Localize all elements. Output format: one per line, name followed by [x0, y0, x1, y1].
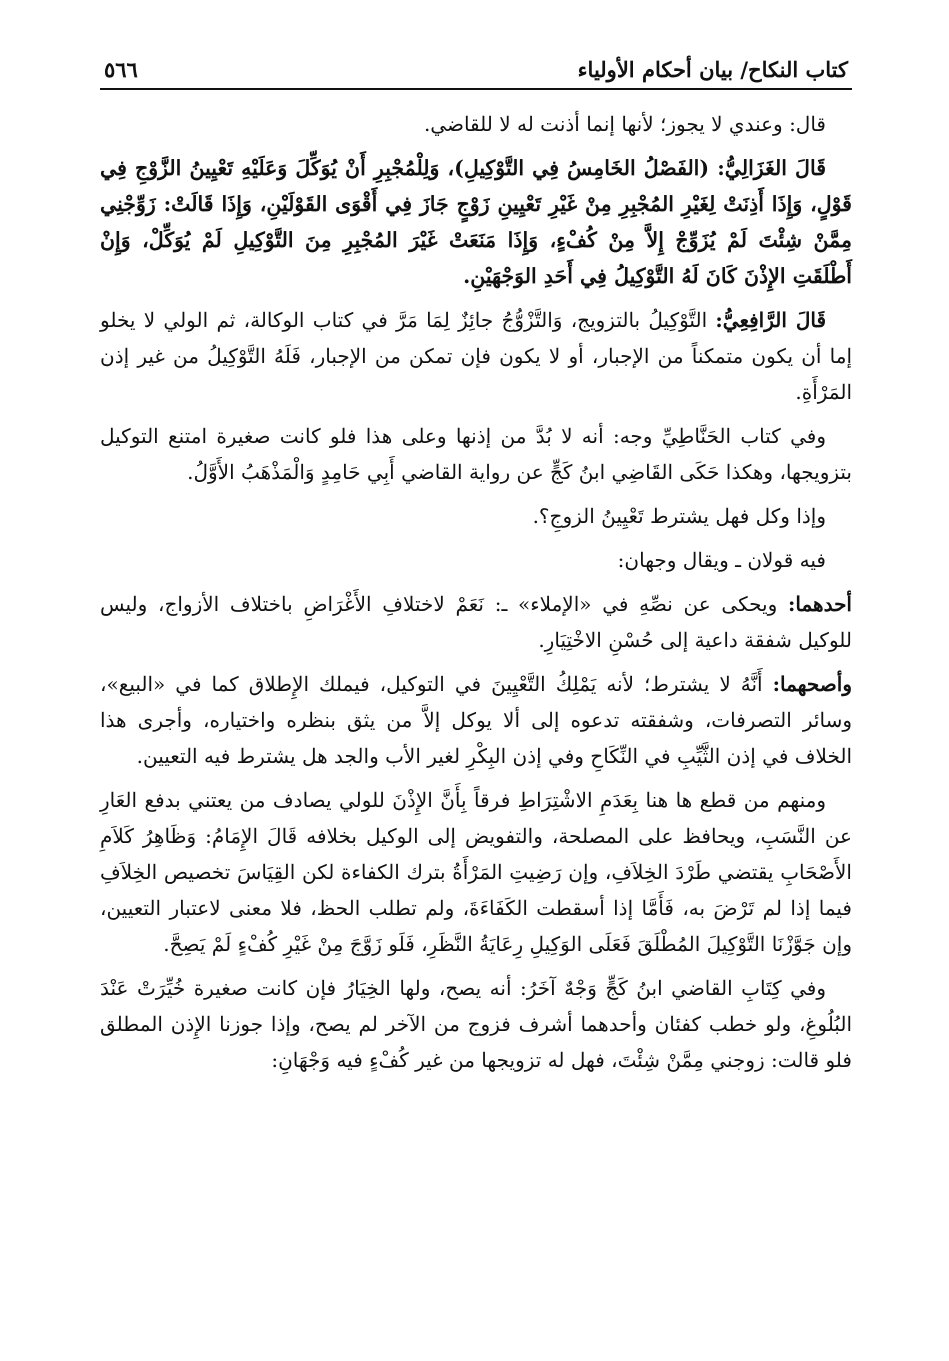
paragraph-text: (الفَصْلُ الخَامِسُ فِي التَّوْكِيلِ)، وَلِلْمُجْبِرِ أَنْ يُوَكِّلَ وَعَلَيْهِ تَعْيِينُ الزَّوْجِ فِي قَوْلٍ، وَإِذَا أَذِنَتْ لِغَيْرِ المُجْبِرِ مِنْ غَيْرِ تَعْيِينِ زَوْجٍ جَازَ فِي أَقْوَى القَوْلَيْنِ، وَإِذَا قَالَتْ: زَوِّجْنِي مِمَّنْ شِئْتَ لَمْ يُزَوِّجْ إِلاَّ مِنْ كُفْءٍ، وَإِذَا مَنَعَتْ غَيْرَ المُجْبِرِ مِنَ التَّوْكِيلِ لَمْ يُوَكِّلْ، وَإِنْ أَطْلَقَتِ الإِذْنَ كَانَ لَهُ التَّوْكِيلُ فِي أَحَدِ الوَجْهَيْنِ. — [100, 156, 852, 288]
running-title: كتاب النكاح/ بيان أحكام الأولياء — [577, 57, 848, 82]
paragraph-6: فيه قولان ـ ويقال وجهان: — [617, 548, 826, 572]
paragraph-2-ghazali — [100, 150, 852, 294]
paragraph-9: ومنهم من قطع ها هنا بِعَدَمِ الاشْتِرَاطِ فرقاً بِأَنَّ الإِذْنَ للولي يصادف من يعتني بدفع العَارِ عن النَّسَبِ، ويحافظ على المصلحة، والتفويض إلى الوكيل بخلافه قَالَ الإِمَامُ: وَظَاهِرُ كَلاَمِ الأَصْحَابِ يقتضي طَرْدَ الخِلاَفِ، وإن رَضِيتِ المَرْأَةُ بترك الكفاءة لكن القِيَاسَ تخصيص الخِلاَفِ فيما إذا لم تَرْضَ به، فَأَمَّا إذا أسقطت الكَفَاءَةَ، ولم تطلب الحظ، فلا معنى لاعتبار التعيين، وإن جَوَّزْنَا التَّوْكِيلَ المُطْلَقَ فَعَلَى الوَكِيلِ رِعَايَةُ النَّظَرِ، فَلَو زَوَّجَ مِنْ غَيْرِ كُفْءٍ لَمْ يَصِحَّ. — [100, 788, 852, 956]
paragraph-10: وفي كِتَابِ القاضي ابنُ كَجٍّ وَجْهٌ آخَرُ: أنه يصح، ولها الخِيَارُ فإن كانت صغيرة خُيِّرَتْ عَنْدَ البُلُوغِ، ولو خطب كفئان وأحدهما أشرف فزوج من الآخر لم يصح، وإذا جوزنا الإِذن المطلق فلو قالت: زوجني مِمَّنْ شِئْتَ، فهل له تزويجها من غير كُفْءٍ فيه وَجْهَانِ: — [100, 976, 852, 1072]
page-header — [100, 40, 852, 88]
paragraph-8 — [100, 666, 852, 774]
speaker-label: قَالَ الغَزَالِيُّ: — [717, 156, 826, 180]
paragraph-text: التَّوْكِيلُ بالتزويج، وَالتَّزْوُّجُ جائِزٌ لِمَا مَرَّ في كتاب الوكالة، ثم الولي لا يخلو إما أن يكون متمكناً من الإجبار، أو لا يكون فإن تمكن من الإجبار، فَلَهُ التَّوْكِيلُ من غير إذن المَرْأَةِ. — [100, 308, 852, 404]
speaker-label: قَالَ الرَّافِعِيُّ: — [715, 308, 827, 332]
paragraph-7 — [100, 586, 852, 658]
paragraph-text: ويحكى عن نصِّهِ في «الإملاء» ـ: نَعَمْ لاختلافِ الأَغْرَاضِ باختلاف الأزواج، وليس للوكيل شفقة داعية إلى حُسْنِ الاخْتِيَارِ. — [100, 592, 852, 652]
page-body — [100, 106, 852, 1078]
paragraph-3-rafii — [100, 302, 852, 410]
paragraph-4: وفي كتاب الحَنَّاطِيِّ وجه: أنه لا بُدَّ من إذنها وعلى هذا فلو كانت صغيرة امتنع التوكيل بتزويجها، وهكذا حَكَى القَاضِي ابنُ كَجٍّ عن رواية القاضي أَبِي حَامِدٍ وَالْمَذْهَبُ الأَوَّلُ. — [100, 424, 852, 484]
speaker-label: وأصحهما: — [772, 672, 852, 696]
page-number: ٥٦٦ — [104, 57, 138, 82]
book-page — [100, 40, 852, 1086]
header-rule — [100, 88, 852, 90]
paragraph-text: أَنَّهُ لا يشترط؛ لأنه يَمْلِكُ التَّعْيِينَ في التوكيل، فيملك الإِطلاق كما في «البيع»، وسائر التصرفات، وشفقته تدعوه إلى ألا يوكل إلاَّ من يثق بنظره واختياره، وأجرى هذا الخلاف في إذن الثَّيِّبِ في النِّكَاحِ وفي إذن البِكْرِ لغير الأب والجد هل يشترط فيه التعيين. — [100, 672, 852, 768]
paragraph-1: قال: وعندي لا يجوز؛ لأنها إنما أذنت له لا للقاضي. — [423, 112, 826, 136]
speaker-label: أحدهما: — [787, 592, 852, 616]
paragraph-5: وإذا وكل فهل يشترط تَعْيِينُ الزوجِ؟. — [532, 504, 826, 528]
